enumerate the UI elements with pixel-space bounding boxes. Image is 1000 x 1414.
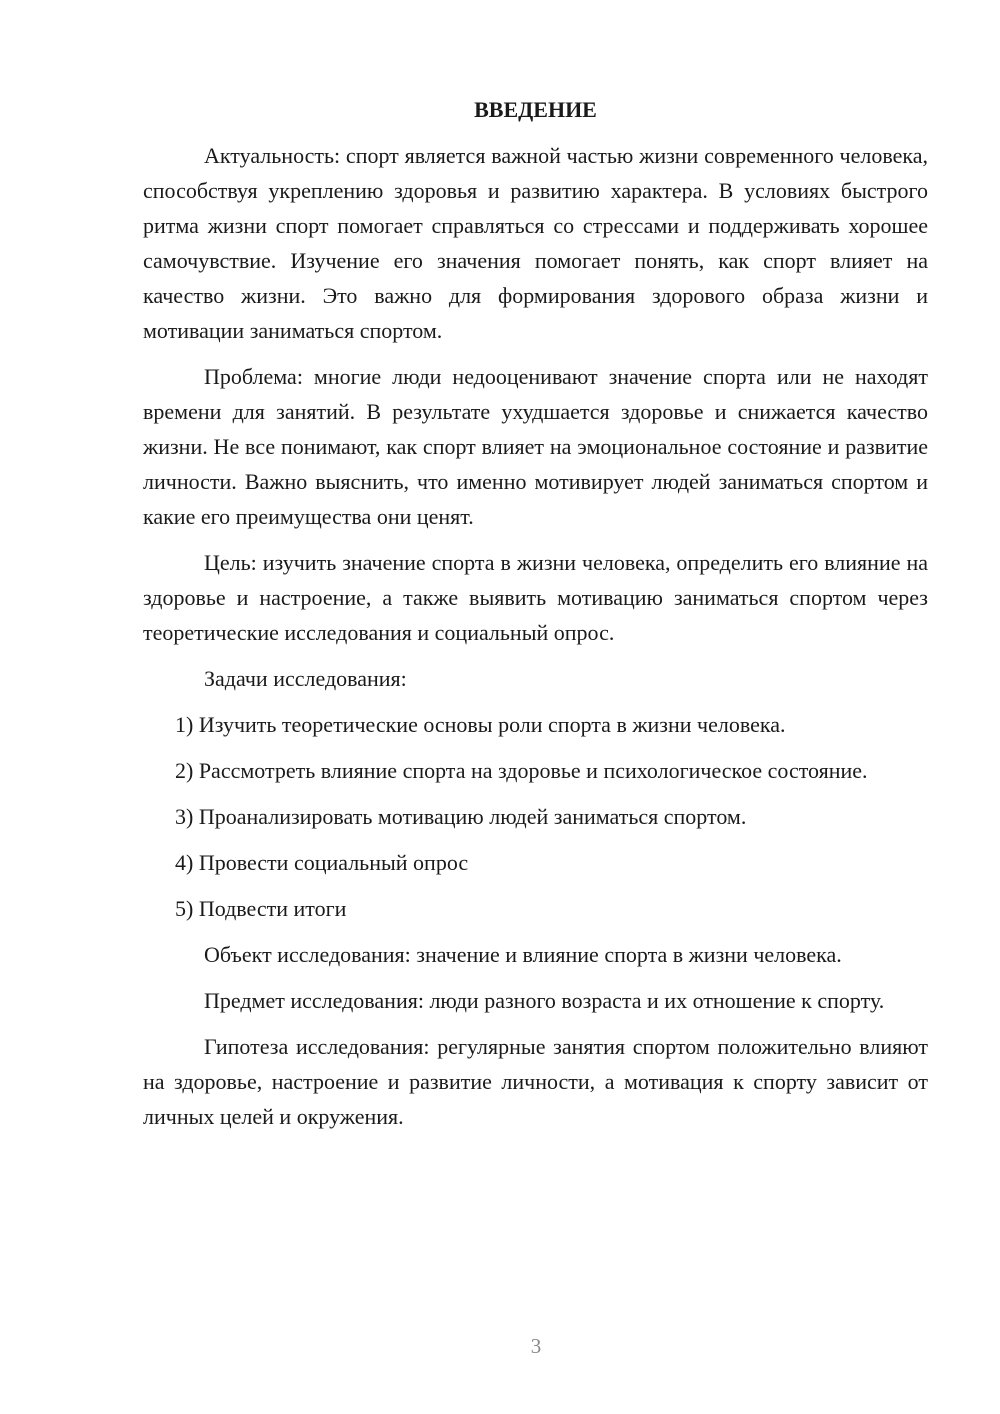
task-item-3: 3) Проанализировать мотивацию людей заниматься спортом. (175, 804, 747, 829)
document-body (143, 92, 928, 1145)
paragraph-goal: Цель: изучить значение спорта в жизни человека, определить его влияние на здоровье и настроение, а также выявить мотивацию заниматься спортом через теоретические исследования и социальный опрос. (143, 550, 928, 645)
task-item-2: 2) Рассмотреть влияние спорта на здоровье и психологическое состояние. (175, 758, 868, 783)
paragraph-hypothesis: Гипотеза исследования: регулярные занятия спортом положительно влияют на здоровье, настроение и развитие личности, а мотивация к спорту зависит от личных целей и окружения. (143, 1034, 928, 1129)
task-item-4: 4) Провести социальный опрос (175, 850, 469, 875)
paragraph-relevance: Актуальность: спорт является важной частью жизни современного человека, способствуя укреплению здоровья и развитию характера. В условиях быстрого ритма жизни спорт помогает справляться со стрессами и поддерживать хорошее самочувствие. Изучение его значения помогает понять, как спорт влияет на качество жизни. Это важно для формирования здорового образа жизни и мотивации заниматься спортом. (143, 143, 928, 343)
paragraph-problem: Проблема: многие люди недооценивают значение спорта или не находят времени для занятий. В результате ухудшается здоровье и снижается качество жизни. Не все понимают, как спорт влияет на эмоциональное состояние и развитие личности. Важно выяснить, что именно мотивирует людей заниматься спортом и какие его преимущества они ценят. (143, 364, 928, 529)
page-number: 3 (530, 1334, 542, 1358)
tasks-heading: Задачи исследования: (204, 666, 407, 691)
paragraph-subject: Предмет исследования: люди разного возраста и их отношение к спорту. (204, 988, 885, 1013)
task-item-5: 5) Подвести итоги (175, 896, 347, 921)
section-title: ВВЕДЕНИЕ (474, 97, 597, 122)
task-item-1: 1) Изучить теоретические основы роли спорта в жизни человека. (175, 712, 786, 737)
paragraph-object: Объект исследования: значение и влияние спорта в жизни человека. (204, 942, 842, 967)
